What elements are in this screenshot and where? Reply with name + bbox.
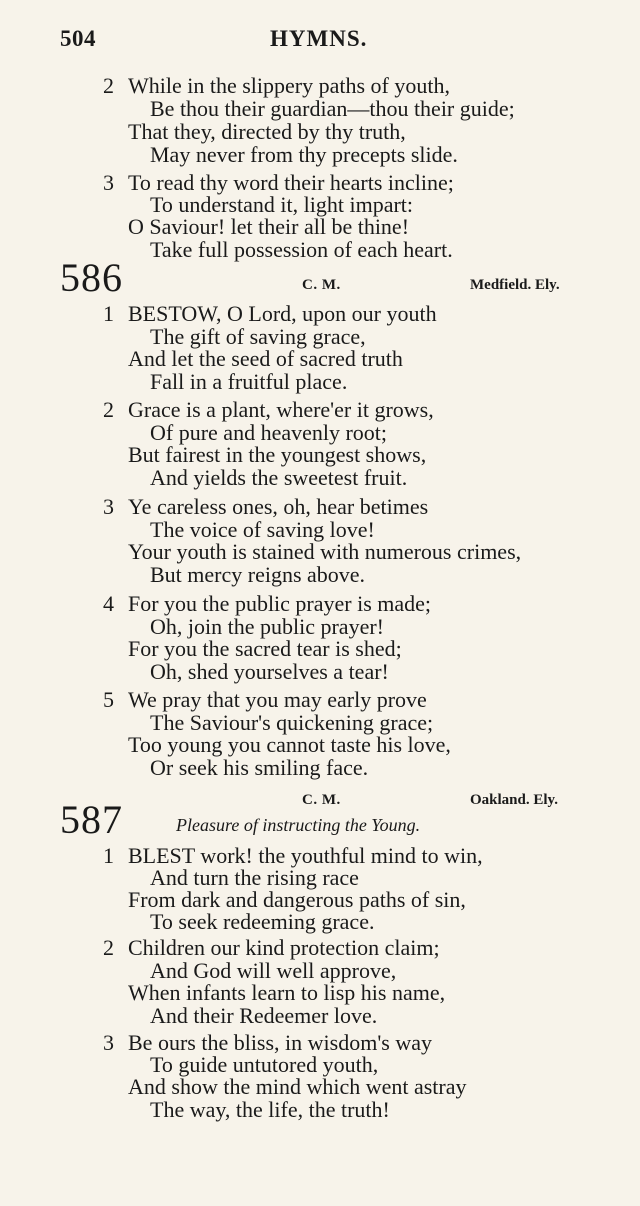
verse-line: The Saviour's quickening grace; bbox=[150, 710, 434, 735]
verse-line: And yields the sweetest fruit. bbox=[150, 465, 408, 490]
verse-line: The gift of saving grace, bbox=[150, 324, 366, 349]
verse-line: O Saviour! let their all be thine! bbox=[128, 214, 410, 239]
verse-line: Be thou their guardian—thou their guide; bbox=[150, 96, 515, 121]
verse-line: The way, the life, the truth! bbox=[150, 1097, 390, 1122]
verse-line: And let the seed of sacred truth bbox=[128, 346, 403, 371]
hymn-number: 586 bbox=[60, 255, 123, 300]
verse-line: When infants learn to lisp his name, bbox=[128, 980, 446, 1005]
verse-line: Children our kind protection claim; bbox=[128, 935, 440, 960]
verse-number: 4 bbox=[103, 591, 114, 616]
verse-line: From dark and dangerous paths of sin, bbox=[128, 887, 466, 912]
verse-line: To seek redeeming grace. bbox=[150, 909, 375, 934]
verse-line: We pray that you may early prove bbox=[128, 687, 427, 712]
verse-line: For you the sacred tear is shed; bbox=[128, 636, 402, 661]
verse-number: 3 bbox=[103, 170, 114, 195]
hymn-meter: C. M. bbox=[302, 277, 341, 293]
verse-line: And show the mind which went astray bbox=[128, 1074, 467, 1099]
verse-line: And turn the rising race bbox=[150, 865, 359, 890]
verse-line: For you the public prayer is made; bbox=[128, 591, 432, 616]
verse-line: Ye careless ones, oh, hear betimes bbox=[128, 494, 429, 519]
verse-line: Grace is a plant, where'er it grows, bbox=[128, 397, 434, 422]
verse-line: To read thy word their hearts incline; bbox=[128, 170, 454, 195]
verse-line: The voice of saving love! bbox=[150, 517, 375, 542]
verse-number: 2 bbox=[103, 73, 114, 98]
verse-line: May never from thy precepts slide. bbox=[150, 142, 458, 167]
verse-line: To guide untutored youth, bbox=[150, 1052, 379, 1077]
verse-number: 1 bbox=[103, 843, 114, 868]
verse-line: Or seek his smiling face. bbox=[150, 755, 369, 780]
hymn-tunes: Medfield. Ely. bbox=[470, 277, 560, 293]
verse-line: Take full possession of each heart. bbox=[150, 237, 453, 262]
verse-line: But fairest in the youngest shows, bbox=[128, 442, 427, 467]
verse-line: Too young you cannot taste his love, bbox=[128, 732, 451, 757]
verse-line: To understand it, light impart: bbox=[150, 192, 414, 217]
verse-line: And their Redeemer love. bbox=[150, 1003, 378, 1028]
hymn-subtitle: Pleasure of instructing the Young. bbox=[176, 815, 421, 835]
verse-line: But mercy reigns above. bbox=[150, 562, 366, 587]
verse-line: Oh, shed yourselves a tear! bbox=[150, 659, 389, 684]
verse-number: 1 bbox=[103, 301, 114, 326]
verse-line: That they, directed by thy truth, bbox=[128, 119, 406, 144]
verse-line: Of pure and heavenly root; bbox=[150, 420, 388, 445]
hymn-number: 587 bbox=[60, 797, 123, 842]
page-number: 504 bbox=[60, 26, 96, 51]
verse-line: Oh, join the public prayer! bbox=[150, 614, 384, 639]
verse-line: BLEST work! the youthful mind to win, bbox=[128, 843, 483, 868]
verse-number: 2 bbox=[103, 935, 114, 960]
hymn-meter: C. M. bbox=[302, 792, 341, 808]
verse-line: Your youth is stained with numerous crimes, bbox=[128, 539, 522, 564]
verse-line: BESTOW, O Lord, upon our youth bbox=[128, 301, 437, 326]
verse-line: While in the slippery paths of youth, bbox=[128, 73, 450, 98]
verse-number: 2 bbox=[103, 397, 114, 422]
verse-number: 3 bbox=[103, 494, 114, 519]
verse-line: Be ours the bliss, in wisdom's way bbox=[128, 1030, 433, 1055]
running-head: HYMNS. bbox=[270, 26, 368, 51]
verse-number: 3 bbox=[103, 1030, 114, 1055]
verse-line: And God will well approve, bbox=[150, 958, 397, 983]
verse-number: 5 bbox=[103, 687, 114, 712]
hymn-tunes: Oakland. Ely. bbox=[470, 792, 558, 808]
verse-line: Fall in a fruitful place. bbox=[150, 369, 348, 394]
